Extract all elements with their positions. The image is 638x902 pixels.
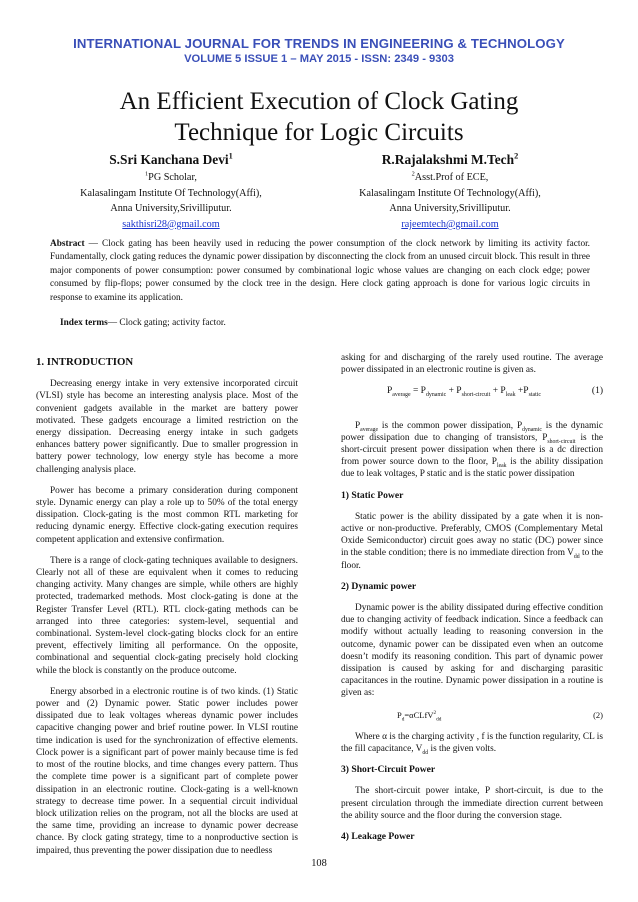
equation-1 <box>341 385 603 397</box>
index-terms <box>60 318 226 328</box>
author-role: $^1$PG Scholar, <box>145 170 197 183</box>
author-email-link[interactable]: sakthisri28@gmail.com <box>122 218 220 230</box>
author-block-2 <box>305 150 595 232</box>
abstract-label: Abstract <box>50 239 85 249</box>
author-name: R.Rajalakshmi M.Tech$^2$ <box>381 151 519 167</box>
index-terms-label: Index terms <box>60 318 108 328</box>
journal-name: INTERNATIONAL JOURNAL FOR TRENDS IN ENGINEERING & TECHNOLOGY <box>73 36 565 51</box>
author-email-link[interactable]: rajeemtech@gmail.com <box>401 218 499 230</box>
author-block-1 <box>26 150 316 232</box>
equation-2-body: $P_d=\alpha CLfV^2_{dd}$ <box>397 709 442 723</box>
paragraph: Static power is the ability dissipated by a gate when it is non-active or non-productive. Preferably, CMOS (Complementary Metal Oxide Semiconductor) circuit goes away no static (DC) power since in the stable condition; there is no immediate direction from $V_{dd}$ to the floor. <box>341 511 603 571</box>
paper-title <box>0 86 638 148</box>
index-terms-text: — Clock gating; activity factor. <box>107 318 226 328</box>
subsection-dynamic-power: 2) Dynamic power <box>341 580 417 592</box>
paragraph-definitions: $P_{average}$ is the common power dissipation, $P_{dynamic}$ is the dynamic power dissipation due to changing of transistors, $P_{short-circuit}$ is the short-circuit present power dissipation when there is a dc direction from power source down to the floor, $P_{leak}$ is the ability dissipation due to leak voltages, P static and is the static power dissipation <box>341 420 604 480</box>
paragraph-continued: asking for and discharging of the rarely used routine. The average power dissipated in an electronic routine is given as. <box>341 353 603 376</box>
equation-1-number: (1) <box>591 386 603 397</box>
author-name: S.Sri Kanchana Devi$^1$ <box>109 151 233 167</box>
abstract-text: — Clock gating has been heavily used in reducing the power consumption of the clock network by limiting its activity factor. Fundamentally, clock gating reduces the dynamic power dissipation by disconnecting the clock from an unused circuit block. This result in three major components of power consumption: power consumed by combinational logic whose values are changing on each clock edge; power consumed by flip-flops; power consumed by the clock tree in the design. Here clock gating approach is done for various logic circuits in response to examine its application. <box>50 239 590 303</box>
author-institute: Kalasalingam Institute Of Technology(Affi), <box>80 187 262 199</box>
subsection-static-power: 1) Static Power <box>341 489 404 501</box>
paragraph: There is a range of clock-gating techniques available to designers. Clearly not all of these are equivalent when it comes to reducing changing activity. Many changes are simple, while others are highly protected, trademarked methods. Most clock-gating is done at the Register Transfer Level (RTL). RTL clock-gating methods can be arranged into three categories: system-level, sequential and combinational. System-level clock-gating blocks clock for an entire prevent, effectively limiting all performance. On the opposite, combinational and sequential clock-gating precisely hold clocking while the block is constantly on the produce outcome. <box>36 555 298 676</box>
author-role: $^2$Asst.Prof of ECE, <box>411 170 489 183</box>
author-institute: Kalasalingam Institute Of Technology(Affi), <box>359 187 541 199</box>
author-university: Anna University,Srivilliputur. <box>389 203 511 215</box>
author-university: Anna University,Srivilliputur. <box>110 203 232 215</box>
paragraph: Dynamic power is the ability dissipated during effective condition due to changing activity of feedback indication. Since a feedback can modify without actually leading to reasoning conversion in the outcome, dynamic power can be dissipated even when an outcome doesn’t modify its reasoning condition. This part of dynamic power dissipation is caused by asking for and discharging parasitic capacitances in the routine. Dynamic power dissipation in a routine is given as: <box>341 603 603 699</box>
paragraph: Power has become a primary consideration during component style. Dynamic energy can play a role up to 50% of the total energy dissipation. Clock-gating is the most common RTL marketing for reducing dynamic energy. Effective clock-gating execution requires competent application and extensive confirmation. <box>36 485 298 545</box>
title-line-1: An Efficient Execution of Clock Gating <box>119 88 519 115</box>
equation-2 <box>341 709 603 721</box>
paragraph: The short-circuit power intake, P short-circuit, is due to the present circulation through the immediate direction current between the ability source and the floor during the conversion stage. <box>341 786 603 821</box>
equation-1-body: $P_{average} = P_{dynamic} + P_{short-circuit} + P_{leak} +P_{static}$ <box>387 386 541 399</box>
subsection-short-circuit-power: 3) Short-Circuit Power <box>341 764 436 776</box>
equation-2-number: (2) <box>593 709 603 720</box>
journal-volume-issn: VOLUME 5 ISSUE 1 – MAY 2015 - ISSN: 2349 - 9303 <box>184 53 454 65</box>
page-number: 108 <box>311 858 327 869</box>
right-column <box>341 352 603 852</box>
section-title-introduction: 1. INTRODUCTION <box>36 356 134 368</box>
paragraph: Decreasing energy intake in very extensive incorporated circuit (VLSI) style has become an interesting analysis place. Most of the convenient gadgets available in the market are battery power motivated. These gadgets encourage a limited restriction on the energy dissipation. Decreasing energy intake in such gadgets enhances battery power significantly. Due to smaller progression in battery power technology, low energy style has become a more challenging analysis place. <box>36 379 298 475</box>
paragraph: Where α is the charging activity , f is the function regularity, CL is the fill capacitance, $V_{dd}$ is the given volts. <box>341 731 603 756</box>
title-line-2: Technique for Logic Circuits <box>174 119 464 146</box>
subsection-leakage-power: 4) Leakage Power <box>341 831 415 843</box>
left-column <box>36 352 298 866</box>
paragraph: Energy absorbed in a electronic routine is of two kinds. (1) Static power and (2) Dynamic power. Static power includes power dissipated due to leak voltages whereas dynamic power includes capacitive changing power and brief routine power. In VLSI routine time indication is used for the synchronization of effective elements. Clock power is a significant part of power mainly because time is fed to most of the routine blocks, and time changes every pattern. Thus the complete time power is a significant part of complete power dissipation in an electronic routine. Clock-gating is a well-known strategy to decrease time power. In a sequential circuit individual block utilization relies on the program, not all the blocks are used at the same time, providing an increase to dynamic power decrease chance. By clock gating strategy, time to a nonproductive section is impaired, thus preventing the power dissipation due to needless <box>36 686 298 856</box>
abstract <box>50 238 590 305</box>
